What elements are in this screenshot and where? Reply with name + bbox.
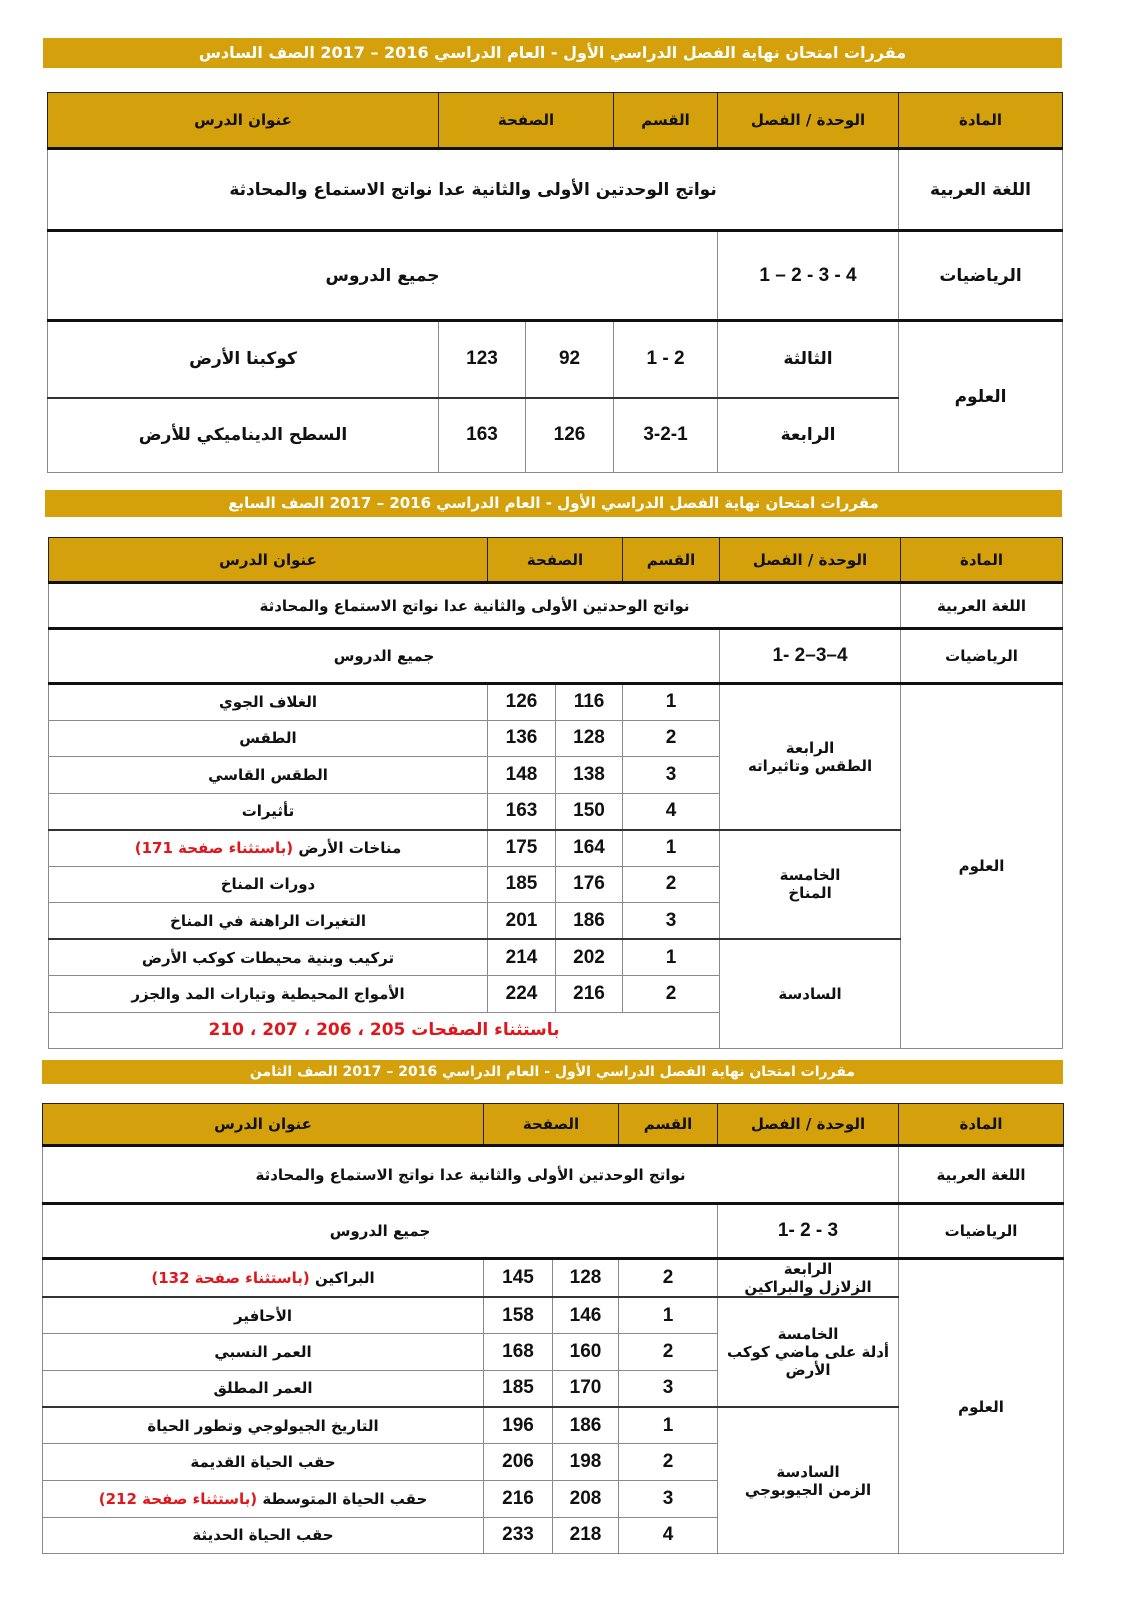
lesson-title: الأمواج المحيطية وتيارات المد والجزر [131,984,405,1003]
page-to-cell: 233 [484,1517,553,1554]
title-cell [49,939,488,976]
row-arabic [43,1146,1064,1204]
lesson-title: الغلاف الجوي [218,693,317,712]
header-section: القسم [623,538,720,583]
row-math [49,629,1063,684]
unit-name: الرابعة [785,738,835,757]
unit-subtitle: المناخ [788,884,832,903]
page-to-cell: 206 [484,1444,553,1481]
section-cell: 1 [623,684,720,721]
title-cell [43,1517,484,1554]
page-to-cell: 123 [439,321,526,398]
unit-cell [718,398,899,473]
unit-cell [720,684,901,830]
page-to-cell: 136 [488,720,556,757]
header-title: عنوان الدرس [49,538,488,583]
page-to-cell: 185 [488,866,556,903]
header-page: الصفحة [484,1104,619,1146]
page-from-cell: 218 [553,1517,619,1554]
page-from-cell: 170 [553,1370,619,1407]
title-cell [43,1259,484,1298]
page-from-cell: 160 [553,1334,619,1371]
section-cell: 1 [623,939,720,976]
section-cell: 4 [619,1517,718,1554]
title-cell [49,684,488,721]
subject-cell: العلوم [899,321,1063,473]
unit-cell [718,1297,899,1407]
title-cell [49,830,488,867]
lesson-title: البراكين [314,1269,375,1287]
exclusion-note: (باستثناء صفحة 212) [98,1489,258,1508]
page-to-cell: 148 [488,757,556,794]
section-cell: 1 [619,1407,718,1444]
lesson-title: التغيرات الراهنة في المناخ [170,911,366,930]
unit-cell [720,939,901,1048]
unit-subtitle: الطقس وتاثيراته [747,756,873,775]
exclusion-note: (باستثناء صفحة 171) [134,839,294,857]
header-unit: الوحدة / الفصل [720,538,901,583]
section-cell: 2 [619,1259,718,1298]
grade-banner: مقررات امتحان نهاية الفصل الدراسي الأول - العام الدراسي 2016 – 2017 الصف الثامن [42,1060,1063,1084]
page-to-cell: 214 [488,939,556,976]
unit-name: الخامسة [779,866,841,885]
title-cell [43,1297,484,1334]
section-cell: 3 [619,1480,718,1517]
page-from-cell: 186 [553,1407,619,1444]
section-cell: 4 [623,793,720,830]
page-from-cell: 138 [556,757,623,794]
title-cell [49,757,488,794]
page-from-cell: 128 [556,720,623,757]
section-cell: 2 [623,866,720,903]
grade-table [48,537,1063,1049]
unit-cell [718,1407,899,1554]
units-cell: 3 - 2 -1 [718,1204,899,1259]
units-cell: 4–3–2 -1 [720,629,901,684]
unit-subtitle: الزلازل والبراكين [744,1278,872,1296]
header-unit: الوحدة / الفصل [718,93,899,149]
page-from-cell: 216 [556,976,623,1013]
unit-name: الرابعة [783,1260,833,1278]
page-from-cell: 150 [556,793,623,830]
lesson-title: مناخات الأرض [298,839,402,857]
page-from-cell: 202 [556,939,623,976]
page-to-cell: 185 [484,1370,553,1407]
units-cell: 4 - 3 - 2 – 1 [718,231,899,321]
lesson-title: كوكبنا الأرض [189,349,297,370]
exclusion-note: (باستثناء صفحة 132) [151,1269,310,1287]
page-from-cell: 126 [526,398,614,473]
page-to-cell: 163 [439,398,526,473]
unit-name: الرابعة [780,425,836,446]
page-to-cell: 201 [488,903,556,940]
content-cell: نواتج الوحدتين الأولى والثانية عدا نواتج الاستماع والمحادثة [48,149,899,231]
page-from-cell: 146 [553,1297,619,1334]
unit-cell [720,830,901,940]
unit-name: السادسة [776,1462,840,1481]
exclusion-note: باستثناء الصفحات 205 ، 206 ، 207 ، 210 [49,1012,720,1048]
lesson-title: الطقس [239,729,297,748]
page-to-cell: 196 [484,1407,553,1444]
title-cell [43,1480,484,1517]
lesson-title: حقب الحياة الحديثة [192,1526,334,1545]
lesson-title: حقب الحياة القديمة [190,1453,336,1472]
content-cell: جميع الدروس [49,629,720,684]
subject-cell: اللغة العربية [901,583,1063,629]
header-subject: المادة [899,93,1063,149]
page-from-cell: 198 [553,1444,619,1481]
lesson-row [48,321,1063,398]
unit-cell [718,1259,899,1298]
row-arabic [48,149,1063,231]
title-cell [43,1370,484,1407]
lesson-title: دورات المناخ [220,875,316,894]
unit-subtitle: الزمن الجيوبوجي [744,1480,872,1499]
lesson-title: حقب الحياة المتوسطة [262,1489,428,1508]
page-to-cell: 168 [484,1334,553,1371]
unit-subtitle: أدلة على ماضي كوكب الأرض [726,1343,890,1380]
page-to-cell: 163 [488,793,556,830]
content-cell: جميع الدروس [43,1204,718,1259]
section-cell: 1 [619,1297,718,1334]
row-arabic [49,583,1063,629]
subject-cell: الرياضيات [901,629,1063,684]
title-cell [49,976,488,1013]
page-to-cell: 126 [488,684,556,721]
header-subject: المادة [899,1104,1064,1146]
header-page: الصفحة [439,93,614,149]
title-cell [49,720,488,757]
page-from-cell: 176 [556,866,623,903]
title-cell [43,1334,484,1371]
page-to-cell: 175 [488,830,556,867]
section-cell: 2 [623,976,720,1013]
header-subject: المادة [901,538,1063,583]
section-cell: 2 [619,1334,718,1371]
page-from-cell: 92 [526,321,614,398]
section-cell: 2 [623,720,720,757]
title-cell [49,866,488,903]
row-math [43,1204,1064,1259]
page-from-cell: 208 [553,1480,619,1517]
section-cell: 2 [619,1444,718,1481]
title-cell [49,793,488,830]
section-cell: 3 [623,903,720,940]
page-to-cell: 158 [484,1297,553,1334]
grade-banner: مقررات امتحان نهاية الفصل الدراسي الأول - العام الدراسي 2016 – 2017 الصف السابع [45,490,1062,517]
page-to-cell: 216 [484,1480,553,1517]
subject-cell: الرياضيات [899,1204,1064,1259]
header-section: القسم [619,1104,718,1146]
section-cell: 1 [623,830,720,867]
lesson-title: العمر النسبي [214,1343,312,1362]
unit-cell [718,321,899,398]
content-cell: نواتج الوحدتين الأولى والثانية عدا نواتج الاستماع والمحادثة [43,1146,899,1204]
content-cell: جميع الدروس [48,231,718,321]
unit-name: السادسة [778,984,842,1003]
lesson-title: العمر المطلق [213,1379,313,1398]
lesson-title: تأثيرات [241,802,295,820]
lesson-row [49,684,1063,721]
subject-cell: اللغة العربية [899,1146,1064,1204]
page-to-cell: 145 [484,1259,553,1298]
subject-cell: الرياضيات [899,231,1063,321]
title-cell [48,398,439,473]
page-from-cell: 164 [556,830,623,867]
subject-cell: العلوم [899,1259,1064,1554]
title-cell [43,1407,484,1444]
header-title: عنوان الدرس [43,1104,484,1146]
page-from-cell: 128 [553,1259,619,1298]
page-from-cell: 116 [556,684,623,721]
page-from-cell: 186 [556,903,623,940]
lesson-title: التاريخ الجيولوجي وتطور الحياة [147,1416,379,1435]
page-to-cell: 224 [488,976,556,1013]
lesson-title: الطقس القاسي [208,765,328,784]
section-cell: 3 [623,757,720,794]
title-cell [49,903,488,940]
lesson-title: السطح الديناميكي للأرض [138,425,348,446]
header-title: عنوان الدرس [48,93,439,149]
header-unit: الوحدة / الفصل [718,1104,899,1146]
title-cell [43,1444,484,1481]
subject-cell: العلوم [901,684,1063,1049]
content-cell: نواتج الوحدتين الأولى والثانية عدا نواتج الاستماع والمحادثة [49,583,901,629]
unit-name: الخامسة [777,1325,839,1344]
unit-name: الثالثة [783,349,833,370]
lesson-title: تركيب وبنية محيطات كوكب الأرض [141,948,395,967]
subject-cell: اللغة العربية [899,149,1063,231]
grade-table [47,92,1063,473]
section-cell: 2 - 1 [614,321,718,398]
title-cell [48,321,439,398]
grade-table [42,1103,1064,1554]
header-section: القسم [614,93,718,149]
header-page: الصفحة [488,538,623,583]
section-cell: 3 [619,1370,718,1407]
lesson-row [43,1259,1064,1298]
section-cell: 3-2-1 [614,398,718,473]
row-math [48,231,1063,321]
grade-banner: مقررات امتحان نهاية الفصل الدراسي الأول - العام الدراسي 2016 – 2017 الصف السادس [43,38,1062,68]
lesson-title: الأحافير [233,1306,293,1325]
